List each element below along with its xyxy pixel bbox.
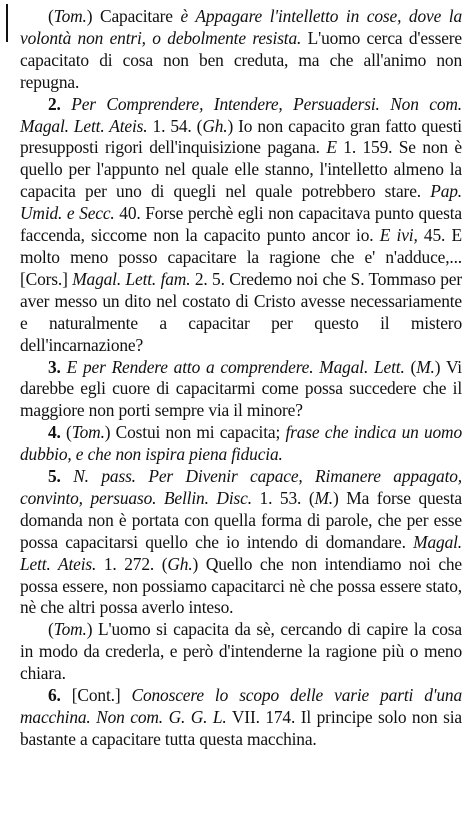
entry-paragraph [20,6,462,94]
italic-run: Conoscere lo scopo delle varie parti d'una macchina. Non com. G. G. L. [20,685,462,727]
sense-number: 3. [48,356,67,377]
text-run: VII. 174. Il principe solo non sia bastante a capacitare tutta questa macchina. [20,707,462,749]
text-run: ) Quello che non intendiamo noi che possa essere, non possiamo capacitarci nè che possa essere stato, nè che altri possa averlo inteso. [20,553,462,618]
text-run: 40. Forse perchè egli non capacitava punto questa faccenda, siccome non la capacito punto ancor io. [20,203,462,246]
text-run: ) Vi darebbe egli cuore di capacitarmi come possa succedere che il maggiore non porti sempre via il minore? [20,356,462,421]
italic-run: E ivi, [379,225,418,246]
entry-paragraph [20,357,462,423]
text-run: ) Io non capacito gran fatto questi presupposti rigori dell'inquisizione pagana. [20,115,462,158]
text-run: 1. 159. Se non è quello per l'appunto nel quale elle stanno, l'intelletto almeno la capacita per uno di quegli nel quale potrebbero stare. [20,137,462,202]
sense-number: 5. [48,466,74,487]
italic-run: E [326,137,337,158]
sense-number: 2. [48,93,72,114]
text-run: ) Capacitare [86,6,181,26]
entry-paragraph [20,466,462,619]
italic-run: Pap. Umid. e Secc. [20,181,462,224]
text-run: 45. E molto meno posso capacitare la ragione che e' n'adduce,... [Cors.] [20,225,462,289]
italic-run: N. pass. Per Divenir capace, Rimanere appagato, convinto, persuaso. Bellin. Disc. [20,466,462,508]
italic-run: Magal. Lett. Ateis. [20,531,462,574]
italic-run: frase che indica un uomo dubbio, e che non ispira piena fiducia. [20,422,462,465]
text-run: ( [48,619,54,640]
text-run: L'uomo cerca d'essere capacitato di cosa non ben creduta, ma che all'animo non repugna. [20,27,462,92]
margin-rule [6,4,8,42]
entry-paragraph [20,422,462,466]
italic-run: Tom. [53,6,87,26]
text-run: ( [66,422,72,443]
entry-list [20,6,462,751]
sense-number: 6. [48,685,72,706]
sense-number: 4. [48,422,67,443]
text-run: 1. 53. ( [251,487,315,508]
italic-run: Magal. Lett. fam. [72,268,191,289]
text-run: 1. 54. ( [147,115,203,136]
italic-run: Per Comprendere, Intendere, Persuadersi. Non com. Magal. Lett. Ateis. [20,93,462,136]
italic-run: Tom. [71,422,105,443]
text-run: ( [48,6,54,26]
italic-run: M. [314,487,334,508]
italic-run: E per Rendere atto a comprendere. Magal. Lett. [66,356,405,377]
italic-run: Gh. [167,553,193,574]
entry-subparagraph [20,619,462,685]
text-run: [Cont.] [71,685,132,706]
italic-run: Tom. [53,619,87,640]
text-run: 2. 5. Credemo noi che S. Tommaso per aver messo un dito nel costato di Cristo avesse necessariamente e naturalmente a capacitar per questo il mistero dell'incarnazione? [20,268,463,355]
entry-paragraph [20,94,462,357]
text-run: ) Ma forse questa domanda non è portata con quella forma di parole, che per esse possa capacitarsi quello che io intendo di domandare. [20,487,462,552]
entry-paragraph [20,685,462,751]
italic-run: M. [416,356,435,377]
text-run: ( [404,356,417,377]
italic-run: è Appagare l'intelletto in cose, dove la volontà non entri, o debolmente resista. [20,6,462,48]
text-run: ) Costui non mi capacita; [104,422,286,443]
text-run: 1. 272. ( [96,553,168,574]
italic-run: Gh. [202,115,228,136]
text-run: ) L'uomo si capacita da sè, cercando di capire la cosa in modo da crederla, e però d'intenderne la ragione più o meno chiara. [20,619,462,684]
